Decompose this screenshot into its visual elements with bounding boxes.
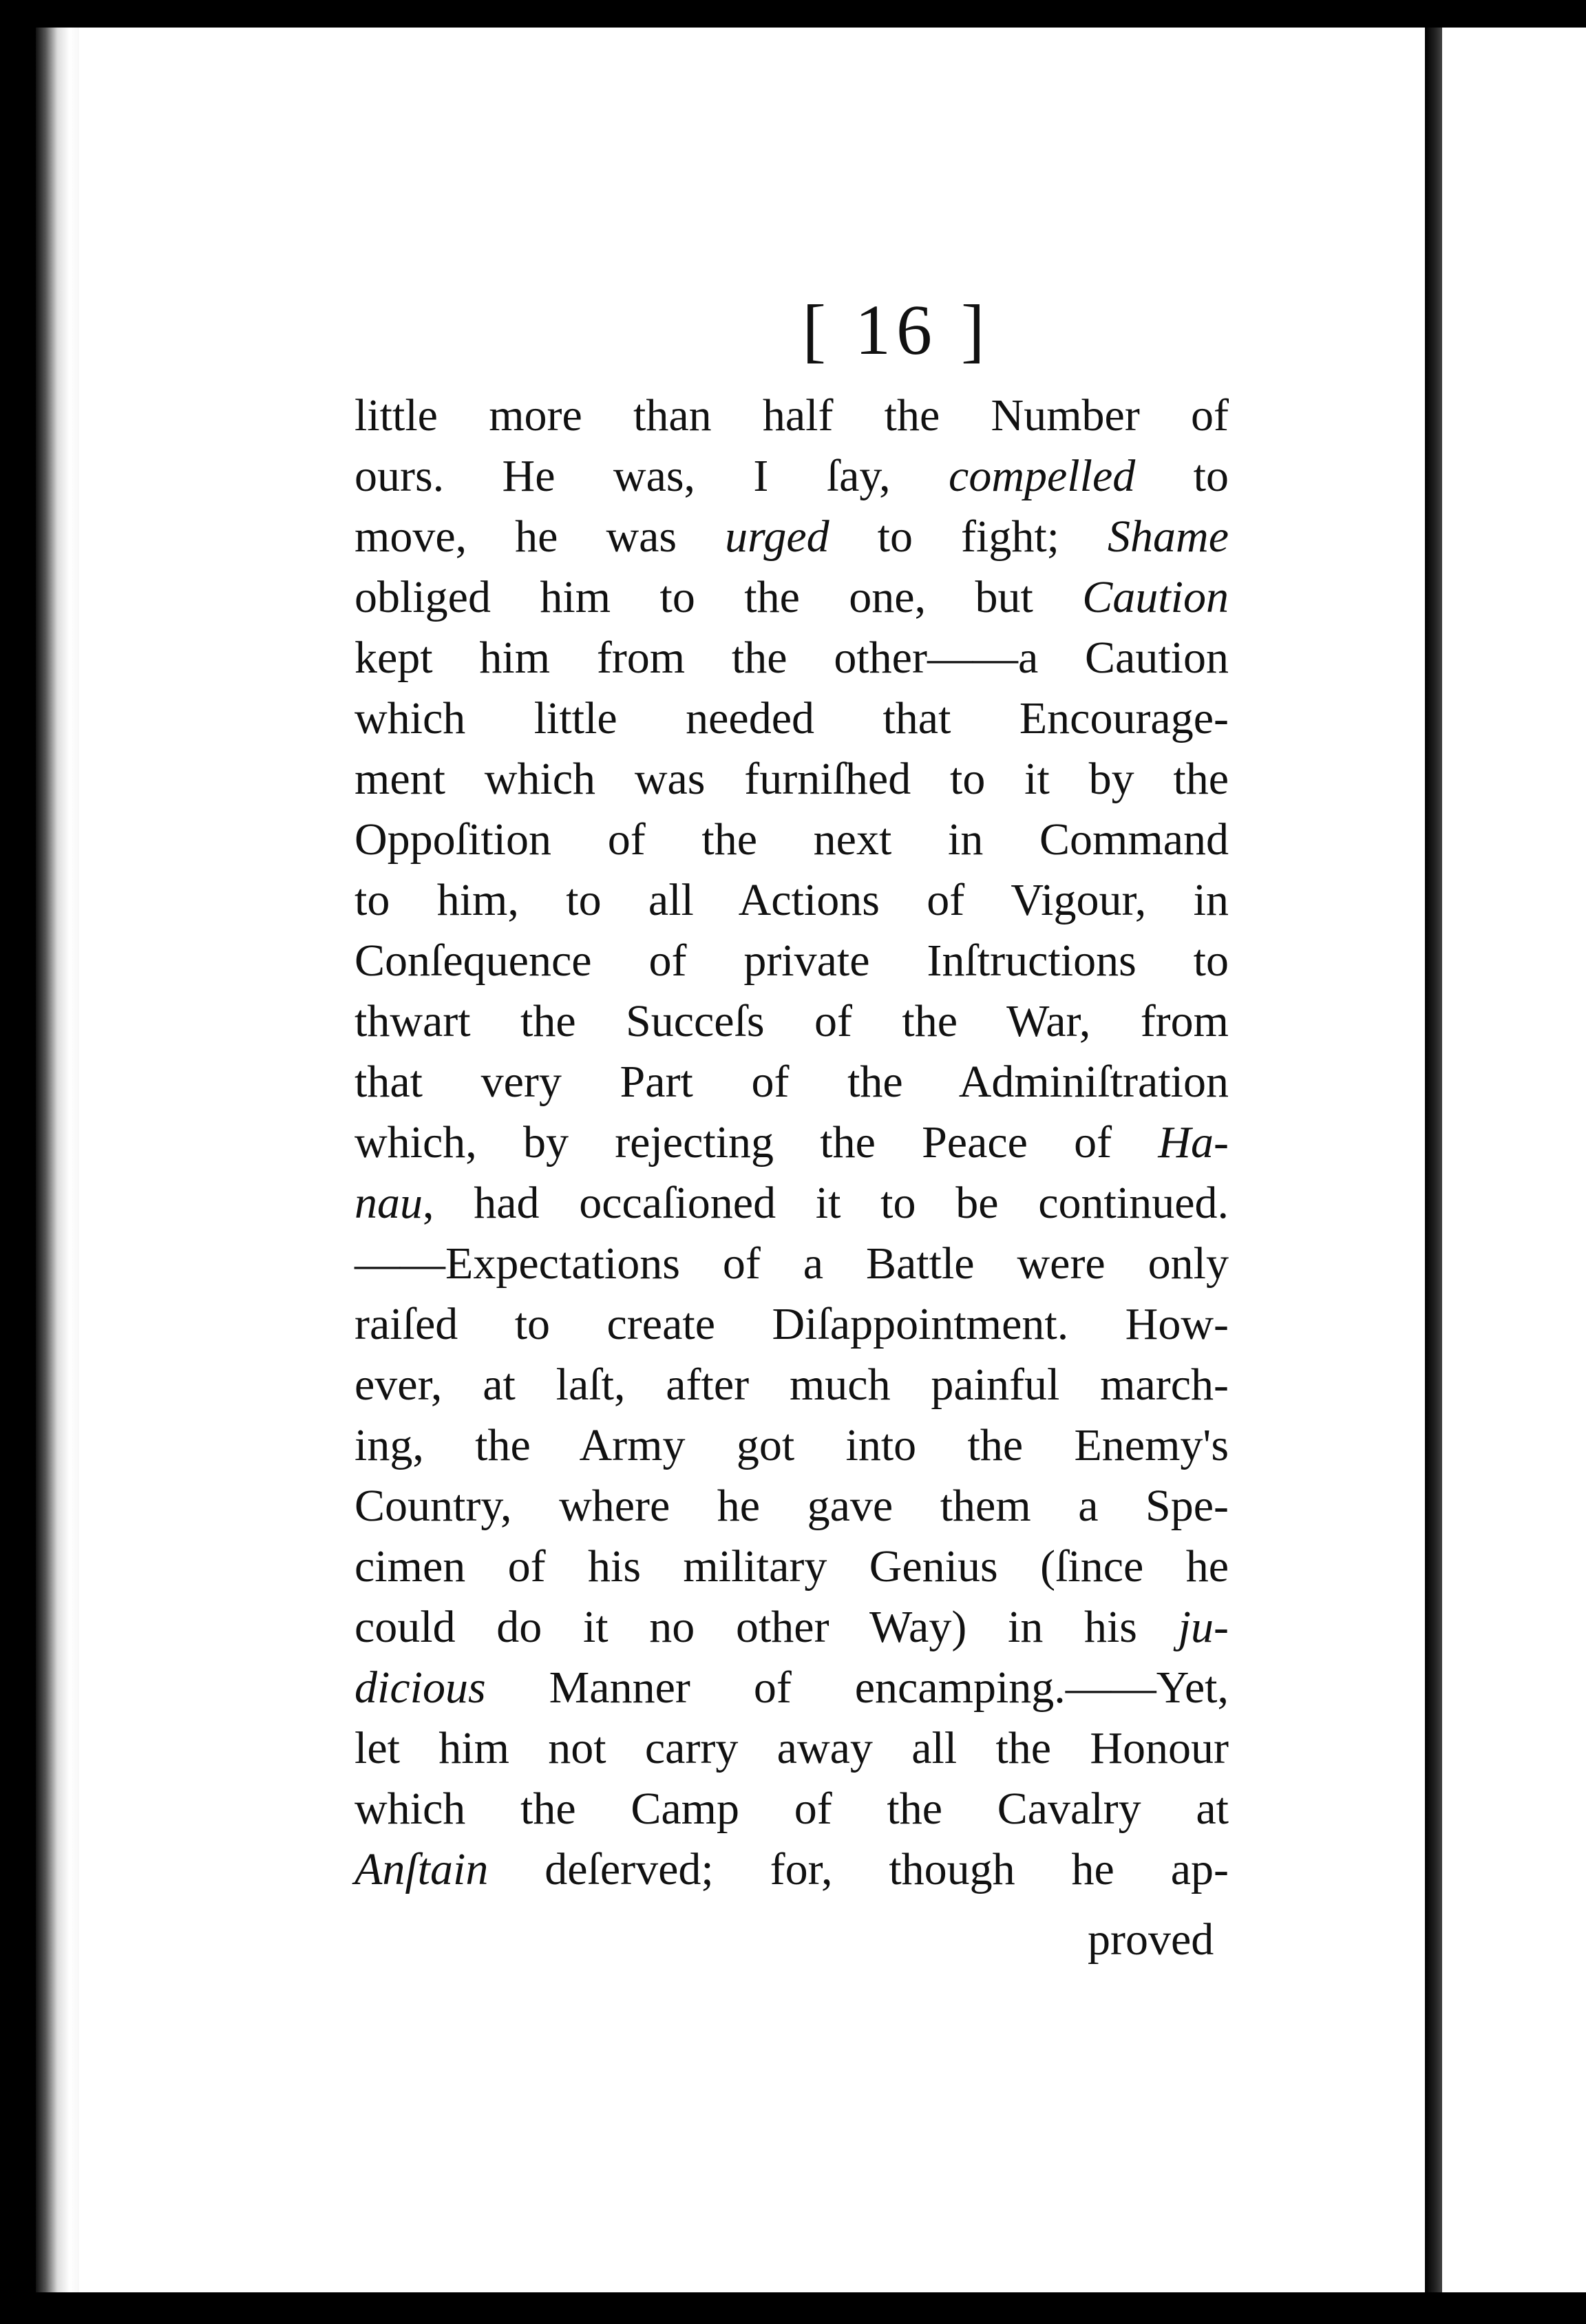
text-line: nau, had occaſioned it to be continued. xyxy=(355,1178,1229,1228)
page-number: [ 16 ] xyxy=(802,290,991,370)
text-line: ing, the Army got into the Enemy's xyxy=(355,1420,1229,1470)
body-text xyxy=(355,385,1229,1900)
text-line: dicious Manner of encamping.——Yet, xyxy=(355,1662,1229,1713)
text-line: cimen of his military Genius (ſince he xyxy=(355,1541,1229,1592)
text-line: Anſtain deſerved; for, though he ap- xyxy=(355,1844,1229,1894)
text-line: Country, where he gave them a Spe- xyxy=(355,1481,1229,1531)
text-line: which the Camp of the Cavalry at xyxy=(355,1784,1229,1834)
text-line: let him not carry away all the Honour xyxy=(355,1723,1229,1773)
text-line: ——Expectations of a Battle were only xyxy=(355,1238,1229,1289)
text-line: that very Part of the Adminiſtration xyxy=(355,1057,1229,1107)
text-line: which little needed that Encourage- xyxy=(355,693,1229,743)
text-line: ours. He was, I ſay, compelled to xyxy=(355,451,1229,501)
text-line: ment which was furniſhed to it by the xyxy=(355,754,1229,804)
catchword: proved xyxy=(1088,1914,1214,1965)
text-line: move, he was urged to fight; Shame xyxy=(355,511,1229,562)
text-line: thwart the Succeſs of the War, from xyxy=(355,996,1229,1046)
text-line: Oppoſition of the next in Command xyxy=(355,814,1229,865)
text-line: which, by rejecting the Peace of Ha- xyxy=(355,1117,1229,1168)
text-line: obliged him to the one, but Caution xyxy=(355,572,1229,622)
text-line: could do it no other Way) in his ju- xyxy=(355,1602,1229,1652)
text-line: to him, to all Actions of Vigour, in xyxy=(355,875,1229,925)
text-line: raiſed to create Diſappointment. How- xyxy=(355,1299,1229,1349)
text-line: little more than half the Number of xyxy=(355,390,1229,441)
text-line: kept him from the other——a Caution xyxy=(355,633,1229,683)
text-line: Conſequence of private Inſtructions to xyxy=(355,936,1229,986)
text-line: ever, at laſt, after much painful march- xyxy=(355,1360,1229,1410)
